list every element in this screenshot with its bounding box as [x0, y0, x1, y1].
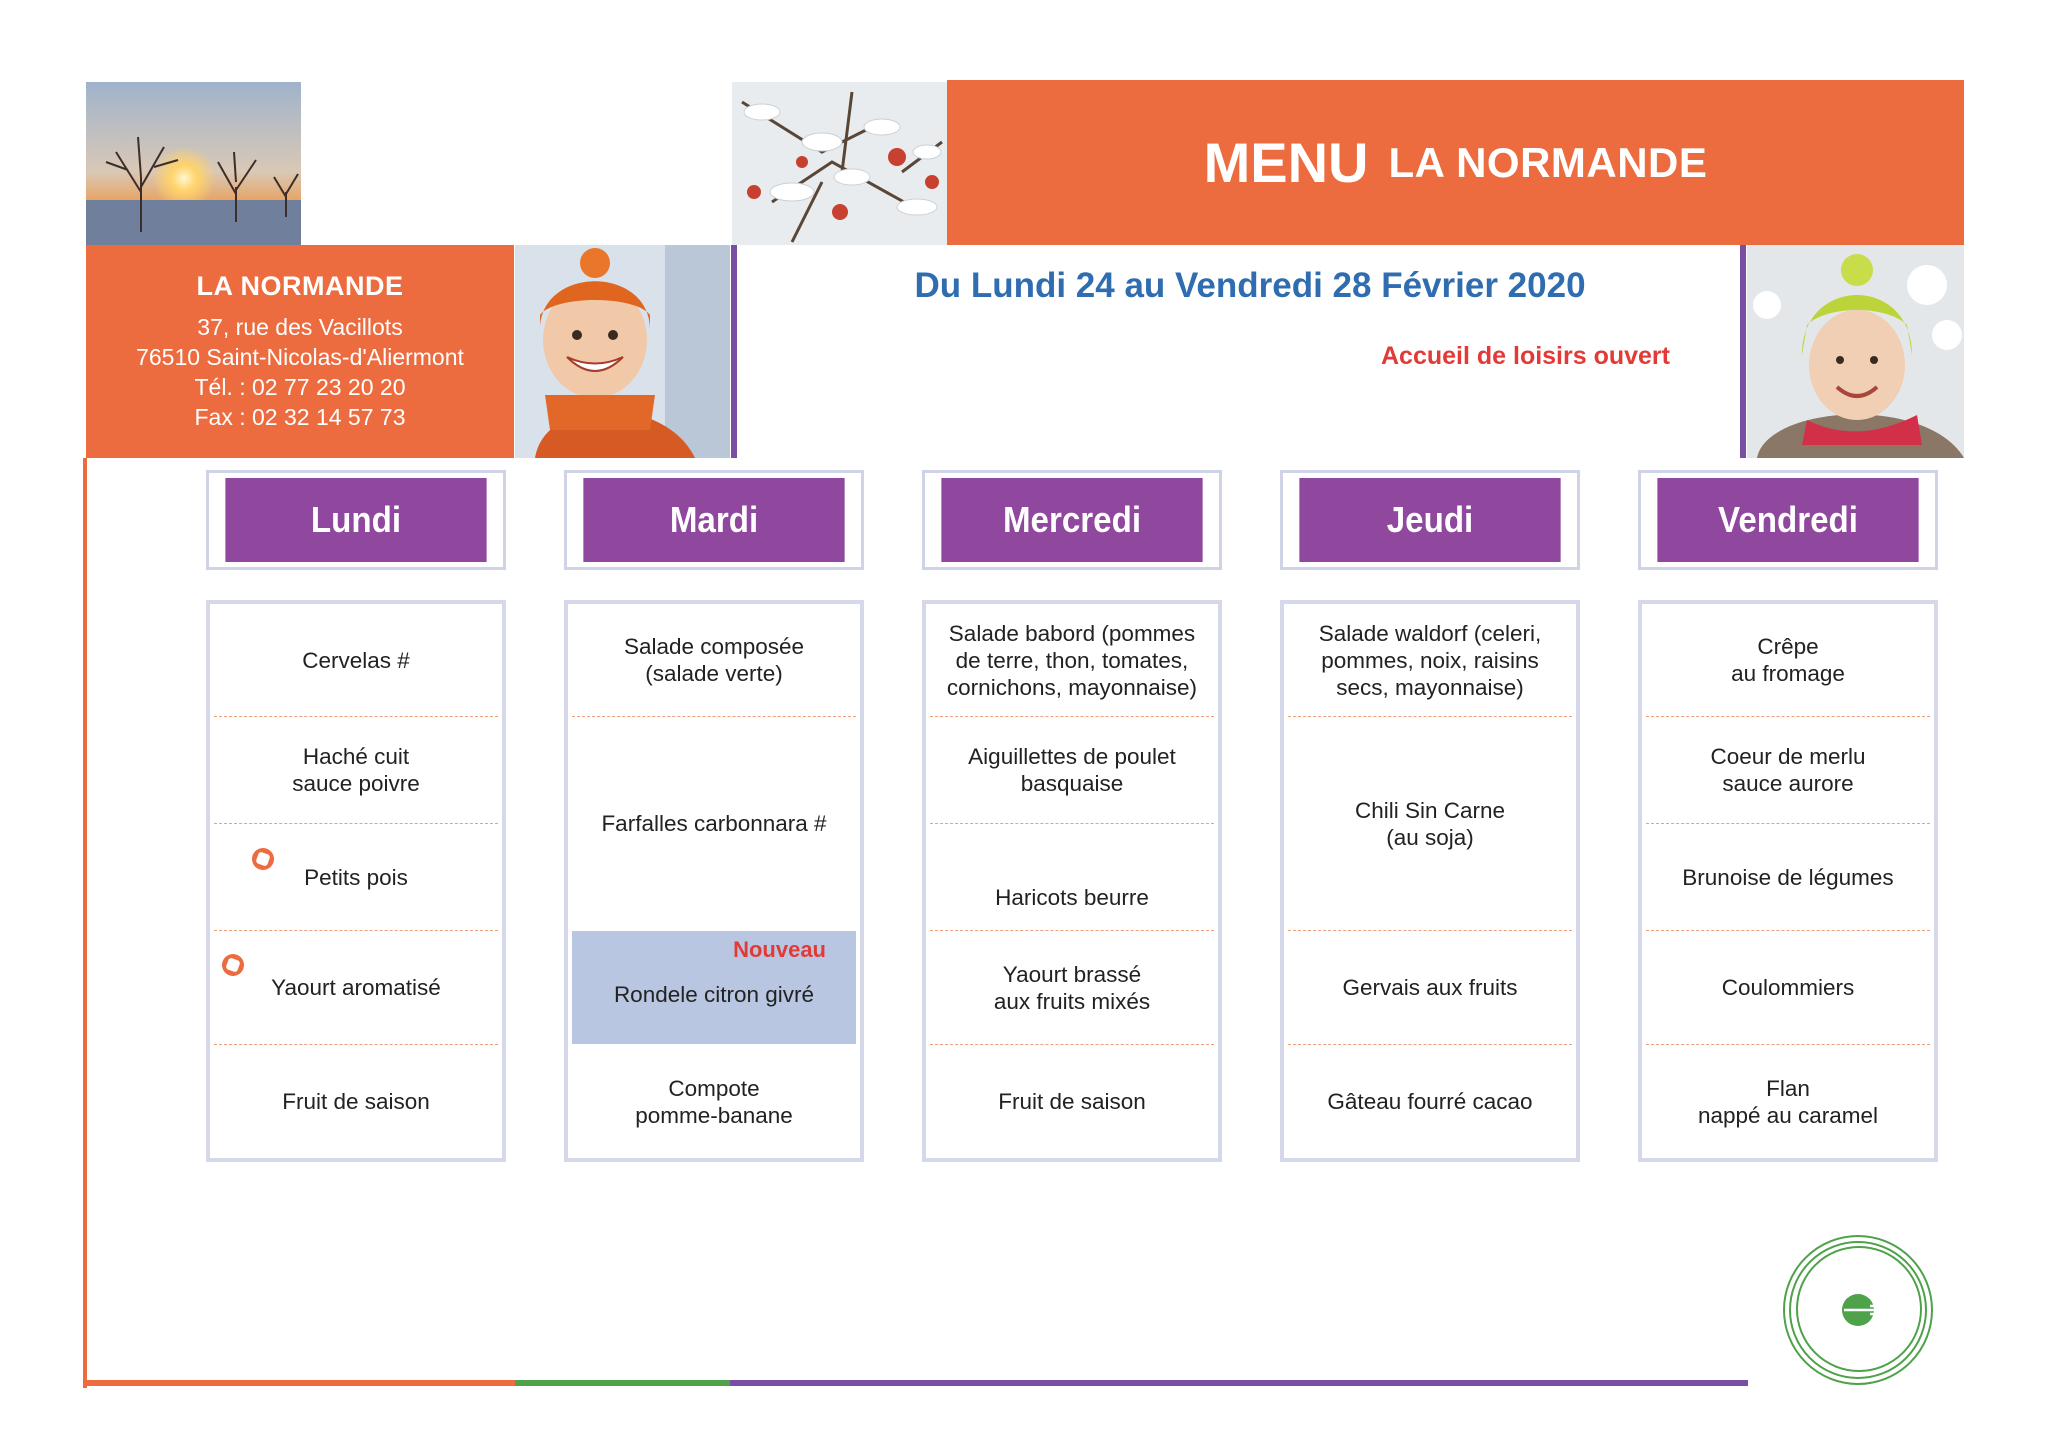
day-name: Vendredi: [1657, 478, 1918, 562]
day-header-lundi: [206, 470, 506, 570]
snowy-apple-tree-photo: [732, 82, 947, 245]
menu-item: Yaourt brassé aux fruits mixés: [993, 961, 1151, 1014]
menu-item: Coeur de merlu sauce aurore: [1710, 744, 1866, 796]
menu-column-mardi: [564, 600, 864, 1162]
date-range: Du Lundi 24 au Vendredi 28 Février 2020: [914, 266, 1586, 305]
menu-column-mercredi: [922, 600, 1222, 1162]
winter-sunset-photo: [86, 82, 301, 245]
menu-item: Cervelas #: [302, 647, 410, 673]
menu-item: Haricots beurre: [995, 884, 1149, 910]
menu-item: Gâteau fourré cacao: [1327, 1089, 1533, 1114]
address-city: 76510 Saint-Nicolas-d'Aliermont: [136, 344, 464, 370]
new-badge: Nouveau: [733, 937, 826, 962]
menu-item: Fruit de saison: [998, 1089, 1146, 1114]
day-header-jeudi: [1280, 470, 1580, 570]
address-block: [86, 245, 514, 458]
address-fax: Fax : 02 32 14 57 73: [194, 404, 406, 430]
day-name: Lundi: [225, 478, 486, 562]
menu-item: Salade waldorf (celeri, pommes, noix, raisins secs, mayonnaise): [1318, 620, 1542, 700]
menu-column-lundi: [206, 600, 506, 1162]
address-street: 37, rue des Vacillots: [197, 314, 403, 340]
day-name: Mardi: [583, 478, 844, 562]
menu-item: Salade composée (salade verte): [623, 634, 805, 686]
menu-item: Compote pomme-banane: [635, 1075, 793, 1128]
menu-item: Chili Sin Carne (au soja): [1354, 797, 1506, 850]
menu-item: Gervais aux fruits: [1342, 975, 1518, 1000]
day-name: Jeudi: [1299, 478, 1560, 562]
menu-item: Rondele citron givré: [613, 981, 815, 1007]
menu-item: Salade babord (pommes de terre, thon, tomates, cornichons, mayonnaise): [946, 620, 1198, 700]
day-header-mardi: [564, 470, 864, 570]
purple-divider-left: [731, 245, 737, 458]
menu-item: Brunoise de légumes: [1682, 864, 1894, 890]
day-header-vendredi: [1638, 470, 1938, 570]
address-tel: Tél. : 02 77 23 20 20: [194, 374, 406, 400]
menu-item: Aiguillettes de poulet basquaise: [968, 744, 1176, 796]
open-note: Accueil de loisirs ouvert: [1381, 342, 1670, 370]
banner-menu: MENU: [1203, 131, 1369, 194]
menu-column-vendredi: [1638, 600, 1938, 1162]
menu-item: Yaourt aromatisé: [271, 975, 441, 1000]
child-orange-hat-photo: [515, 245, 730, 458]
la-normande-logo: [1778, 1230, 1938, 1390]
banner-name: LA NORMANDE: [1388, 138, 1708, 186]
frame-bottom-orange: [83, 1380, 515, 1386]
menu-item: Flan nappé au caramel: [1697, 1075, 1879, 1128]
frame-left-line: [83, 458, 87, 1388]
child-green-hat-photo: [1747, 245, 1964, 458]
day-name: Mercredi: [941, 478, 1202, 562]
menu-column-jeudi: [1280, 600, 1580, 1162]
title-banner: [947, 80, 1964, 245]
frame-bottom-purple: [730, 1380, 1748, 1386]
purple-divider-right: [1740, 245, 1746, 458]
menu-item: Petits pois: [304, 864, 408, 890]
frame-bottom-green: [515, 1380, 730, 1386]
address-name: LA NORMANDE: [196, 271, 404, 301]
menu-item: Coulommiers: [1721, 975, 1855, 1000]
menu-item: Haché cuit sauce poivre: [292, 744, 420, 796]
menu-item: Crêpe au fromage: [1731, 634, 1845, 686]
menu-item: Farfalles carbonnara #: [601, 811, 827, 836]
day-header-mercredi: [922, 470, 1222, 570]
menu-item: Fruit de saison: [282, 1089, 430, 1114]
